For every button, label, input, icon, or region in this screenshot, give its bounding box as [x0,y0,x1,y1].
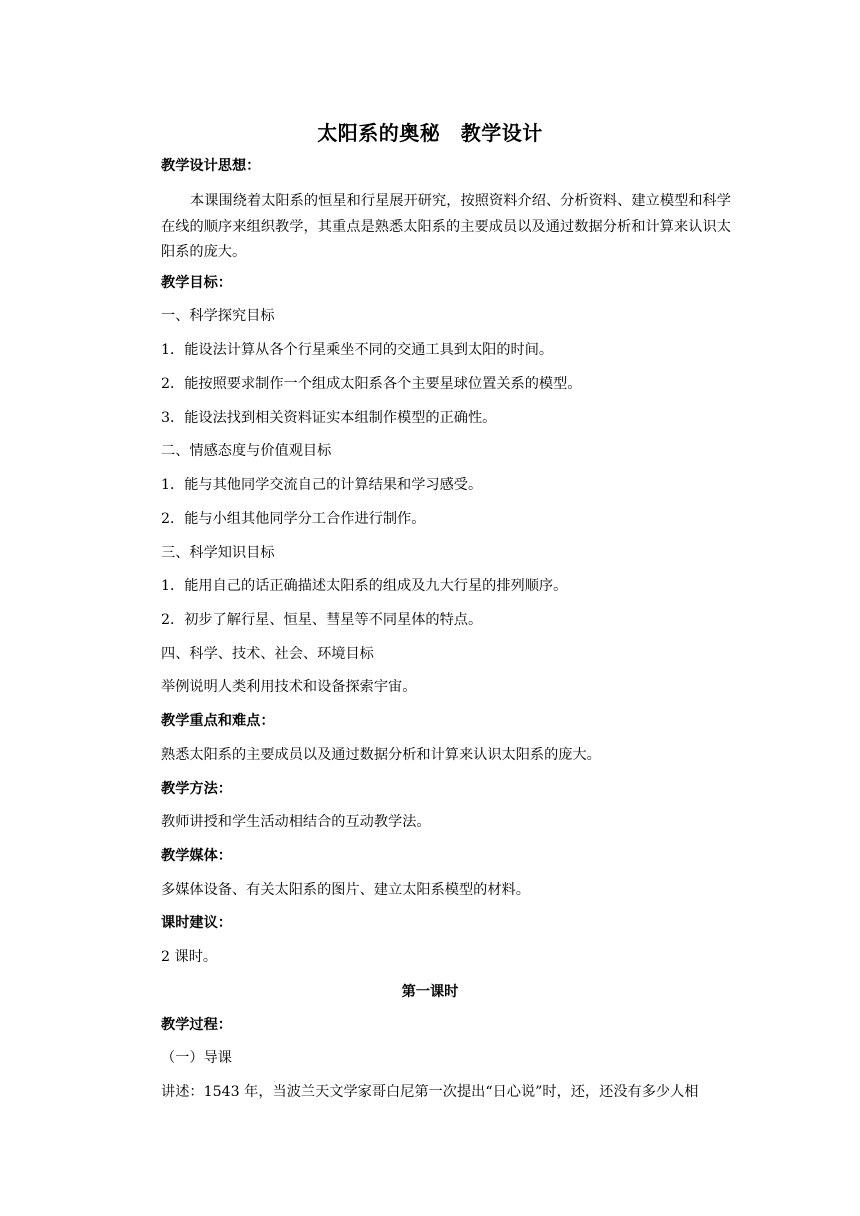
hours-heading: 课时建议： [161,915,232,931]
goal-1-item: 3．能设法找到相关资料证实本组制作模型的正确性。 [161,410,497,426]
goals-heading: 教学目标： [161,275,232,291]
method-body: 教师讲授和学生活动相结合的互动教学法。 [161,814,431,830]
goal-2-item: 2．能与小组其他同学分工合作进行制作。 [161,511,426,527]
design-thought-paragraph: 本课围绕着太阳系的恒星和行星展开研究，按照资料介绍、分析资料、建立模型和科学在线的顺序来组织教学，其重点是熟悉太阳系的主要成员以及通过数据分析和计算来认识太阳系的庞大。 [161,193,731,260]
process-heading: 教学过程： [161,1017,232,1033]
goal-2-item: 1．能与其他同学交流自己的计算结果和学习感受。 [161,477,483,493]
intro-heading: （一）导课 [161,1050,232,1066]
media-heading: 教学媒体： [161,848,232,864]
goal-section-2-title: 二、情感态度与价值观目标 [161,443,332,459]
hours-body: 2 课时。 [161,949,218,965]
key-points-heading: 教学重点和难点： [161,713,275,729]
goal-section-1-title: 一、科学探究目标 [161,308,275,324]
goal-3-item: 2．初步了解行星、恒星、彗星等不同星体的特点。 [161,612,483,628]
document-title: 太阳系的奥秘 教学设计 [317,121,543,145]
goal-4-body: 举例说明人类利用技术和设备探索宇宙。 [161,679,417,695]
media-body: 多媒体设备、有关太阳系的图片、建立太阳系模型的材料。 [161,882,530,898]
design-thought-heading: 教学设计思想： [161,158,261,174]
method-heading: 教学方法： [161,781,232,797]
goal-section-3-title: 三、科学知识目标 [161,545,275,561]
goal-section-4-title: 四、科学、技术、社会、环境目标 [161,646,374,662]
key-points-body: 熟悉太阳系的主要成员以及通过数据分析和计算来认识太阳系的庞大。 [161,747,601,763]
goal-1-item: 1．能设法计算从各个行星乘坐不同的交通工具到太阳的时间。 [161,342,554,358]
lesson-1-heading: 第一课时 [401,984,459,1000]
goal-3-item: 1．能用自己的话正确描述太阳系的组成及九大行星的排列顺序。 [161,578,568,594]
goal-1-item: 2．能按照要求制作一个组成太阳系各个主要星球位置关系的模型。 [161,376,582,392]
intro-body: 讲述：1543 年，当波兰天文学家哥白尼第一次提出“日心说”时，还，还没有多少人相 [161,1084,699,1100]
